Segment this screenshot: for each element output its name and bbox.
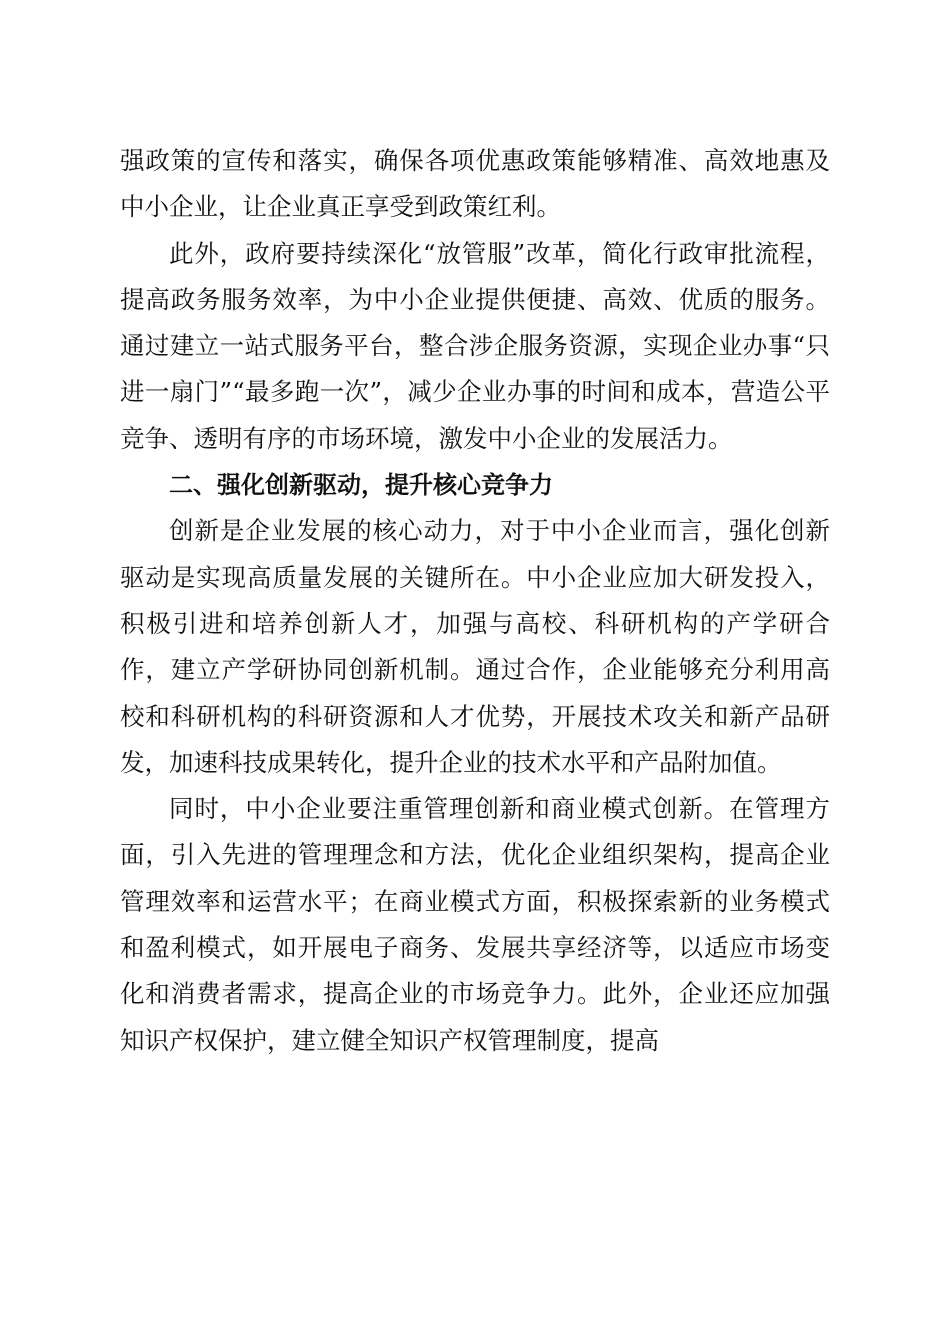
paragraph-management: 同时，中小企业要注重管理创新和商业模式创新。在管理方面，引入先进的管理理念和方法，优化企业组织架构，提高企业管理效率和运营水平；在商业模式方面，积极探索新的业务模式和盈利模式，如开展电子商务、发展共享经济等，以适应市场变化和消费者需求，提高企业的市场竞争力。此外，企业还应加强知识产权保护，建立健全知识产权管理制度，提高 xyxy=(120,794,830,1055)
paragraph-continuation: 强政策的宣传和落实，确保各项优惠政策能够精准、高效地惠及中小企业，让企业真正享受到政策红利。 xyxy=(120,146,830,222)
paragraph-reform: 此外，政府要持续深化“放管服”改革，简化行政审批流程，提高政务服务效率，为中小企业提供便捷、高效、优质的服务。通过建立一站式服务平台，整合涉企服务资源，实现企业办事“只进一扇门”“最多跑一次”，减少企业办事的时间和成本，营造公平竞争、透明有序的市场环境，激发中小企业的发展活力。 xyxy=(120,238,830,453)
document-body xyxy=(120,138,830,1064)
paragraph-innovation: 创新是企业发展的核心动力，对于中小企业而言，强化创新驱动是实现高质量发展的关键所在。中小企业应加大研发投入，积极引进和培养创新人才，加强与高校、科研机构的产学研合作，建立产学研协同创新机制。通过合作，企业能够充分利用高校和科研机构的科研资源和人才优势，开展技术攻关和新产品研发，加速科技成果转化，提升企业的技术水平和产品附加值。 xyxy=(120,516,830,777)
section-heading: 二、强化创新驱动，提升核心竞争力 xyxy=(169,471,553,500)
